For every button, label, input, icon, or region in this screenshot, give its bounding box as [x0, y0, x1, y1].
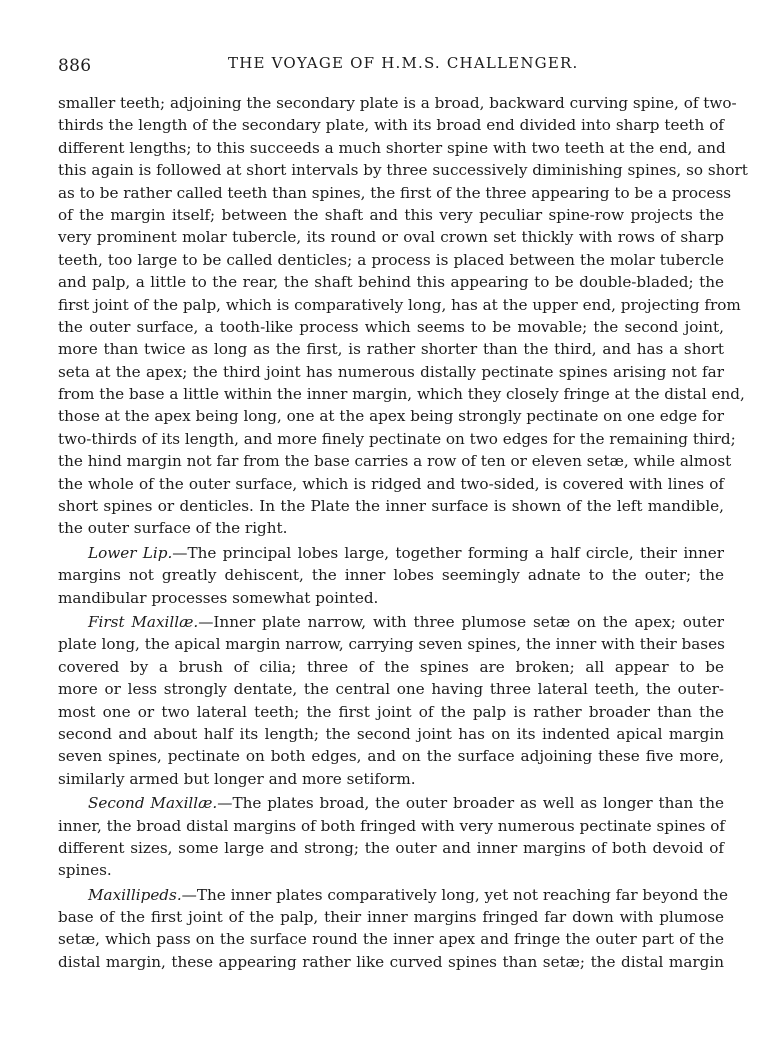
- text-line: different sizes, some large and strong; the outer and inner margins of both devoid of: [58, 838, 724, 857]
- text-line: base of the first joint of the palp, their inner margins fringed far down with plumose: [58, 908, 724, 927]
- page-number: 886: [58, 56, 92, 76]
- text-line: the whole of the outer surface, which is ridged and two-sided, is covered with lines of: [58, 474, 724, 493]
- text-line: very prominent molar tubercle, its round or oval crown set thickly with rows of sharp: [58, 228, 724, 247]
- text-line: as to be rather called teeth than spines, the first of the three appearing to be a process: [58, 183, 732, 202]
- text-line: Maxillipeds.—The inner plates comparatively long, yet not reaching far beyond the: [88, 885, 729, 904]
- paragraph-lower-lip: [58, 542, 724, 609]
- text-line: covered by a brush of cilia; three of the spines are broken; all appear to be: [58, 657, 724, 676]
- text-line: smaller teeth; adjoining the secondary plate is a broad, backward curving spine, of two-: [58, 94, 737, 112]
- text-line: teeth, too large to be called denticles; a process is placed between the molar tubercle: [58, 250, 724, 269]
- text-line: similarly armed but longer and more setiform.: [58, 769, 416, 788]
- text-line: plate long, the apical margin narrow, carrying seven spines, the inner with their bases: [58, 635, 725, 654]
- text-line: Lower Lip.—The principal lobes large, together forming a half circle, their inner: [88, 543, 724, 562]
- text-line: short spines or denticles. In the Plate the inner surface is shown of the left mandible,: [58, 497, 724, 516]
- text-line: First Maxillæ.—Inner plate narrow, with three plumose setæ on the apex; outer: [88, 612, 724, 631]
- text-line: from the base a little within the inner margin, which they closely fringe at the distal end,: [58, 385, 745, 404]
- paragraph-second-maxillae: [58, 792, 724, 882]
- section-term-maxillipeds: Maxillipeds.: [88, 885, 182, 904]
- text-line: margins not greatly dehiscent, the inner lobes seemingly adnate to the outer; the: [58, 566, 724, 585]
- text-line: inner, the broad distal margins of both fringed with very numerous pectinate spines of: [58, 816, 725, 835]
- page-header: [58, 52, 718, 76]
- text-line: first joint of the palp, which is comparatively long, has at the upper end, projecting from: [58, 295, 741, 314]
- text-line: more than twice as long as the first, is rather shorter than the third, and has a short: [58, 340, 724, 359]
- text-line: the outer surface of the right.: [58, 519, 288, 538]
- text-line: seven spines, pectinate on both edges, and on the surface adjoining these five more,: [58, 747, 724, 766]
- text-line: thirds the length of the secondary plate, with its broad end divided into sharp teeth of: [58, 116, 724, 135]
- text-line: different lengths; to this succeeds a much shorter spine with two teeth at the end, and: [58, 138, 726, 157]
- running-title: THE VOYAGE OF H.M.S. CHALLENGER.: [228, 54, 579, 72]
- text-line: setæ, which pass on the surface round the inner apex and fringe the outer part of the: [58, 930, 724, 949]
- text-line: most one or two lateral teeth; the first joint of the palp is rather broader than the: [58, 702, 724, 721]
- text-line: spines.: [58, 861, 112, 880]
- text-line: and palp, a little to the rear, the shaft behind this appearing to be double-bladed; the: [58, 273, 724, 292]
- text-line: mandibular processes somewhat pointed.: [58, 588, 379, 607]
- paragraph-maxillipeds: [58, 884, 729, 974]
- text-line: those at the apex being long, one at the apex being strongly pectinate on one edge for: [58, 407, 724, 426]
- page-body: [58, 92, 748, 973]
- section-term-second-maxillae: Second Maxillæ.: [88, 794, 218, 813]
- text-line: two-thirds of its length, and more finely pectinate on two edges for the remaining third;: [58, 429, 736, 448]
- text-line: the outer surface, a tooth-like process which seems to be movable; the second joint,: [58, 317, 724, 336]
- text-line: Second Maxillæ.—The plates broad, the outer broader as well as longer than the: [88, 794, 724, 813]
- text-line: more or less strongly dentate, the central one having three lateral teeth, the outer-: [58, 680, 724, 699]
- paragraph-mandible-continued: [58, 92, 748, 540]
- text-line: this again is followed at short intervals by three successively diminishing spines, so short: [58, 161, 748, 180]
- section-term-lower-lip: Lower Lip.: [88, 543, 173, 562]
- text-line: distal margin, these appearing rather like curved spines than setæ; the distal margin: [58, 952, 724, 971]
- text-line: seta at the apex; the third joint has numerous distally pectinate spines arising not far: [58, 362, 724, 381]
- text-line: of the margin itself; between the shaft and this very peculiar spine-row projects the: [58, 205, 724, 224]
- section-term-first-maxillae: First Maxillæ.: [88, 612, 199, 631]
- paragraph-first-maxillae: [58, 611, 724, 790]
- text-line: the hind margin not far from the base carries a row of ten or eleven setæ, while almost: [58, 452, 732, 471]
- text-line: second and about half its length; the second joint has on its indented apical margin: [58, 724, 724, 743]
